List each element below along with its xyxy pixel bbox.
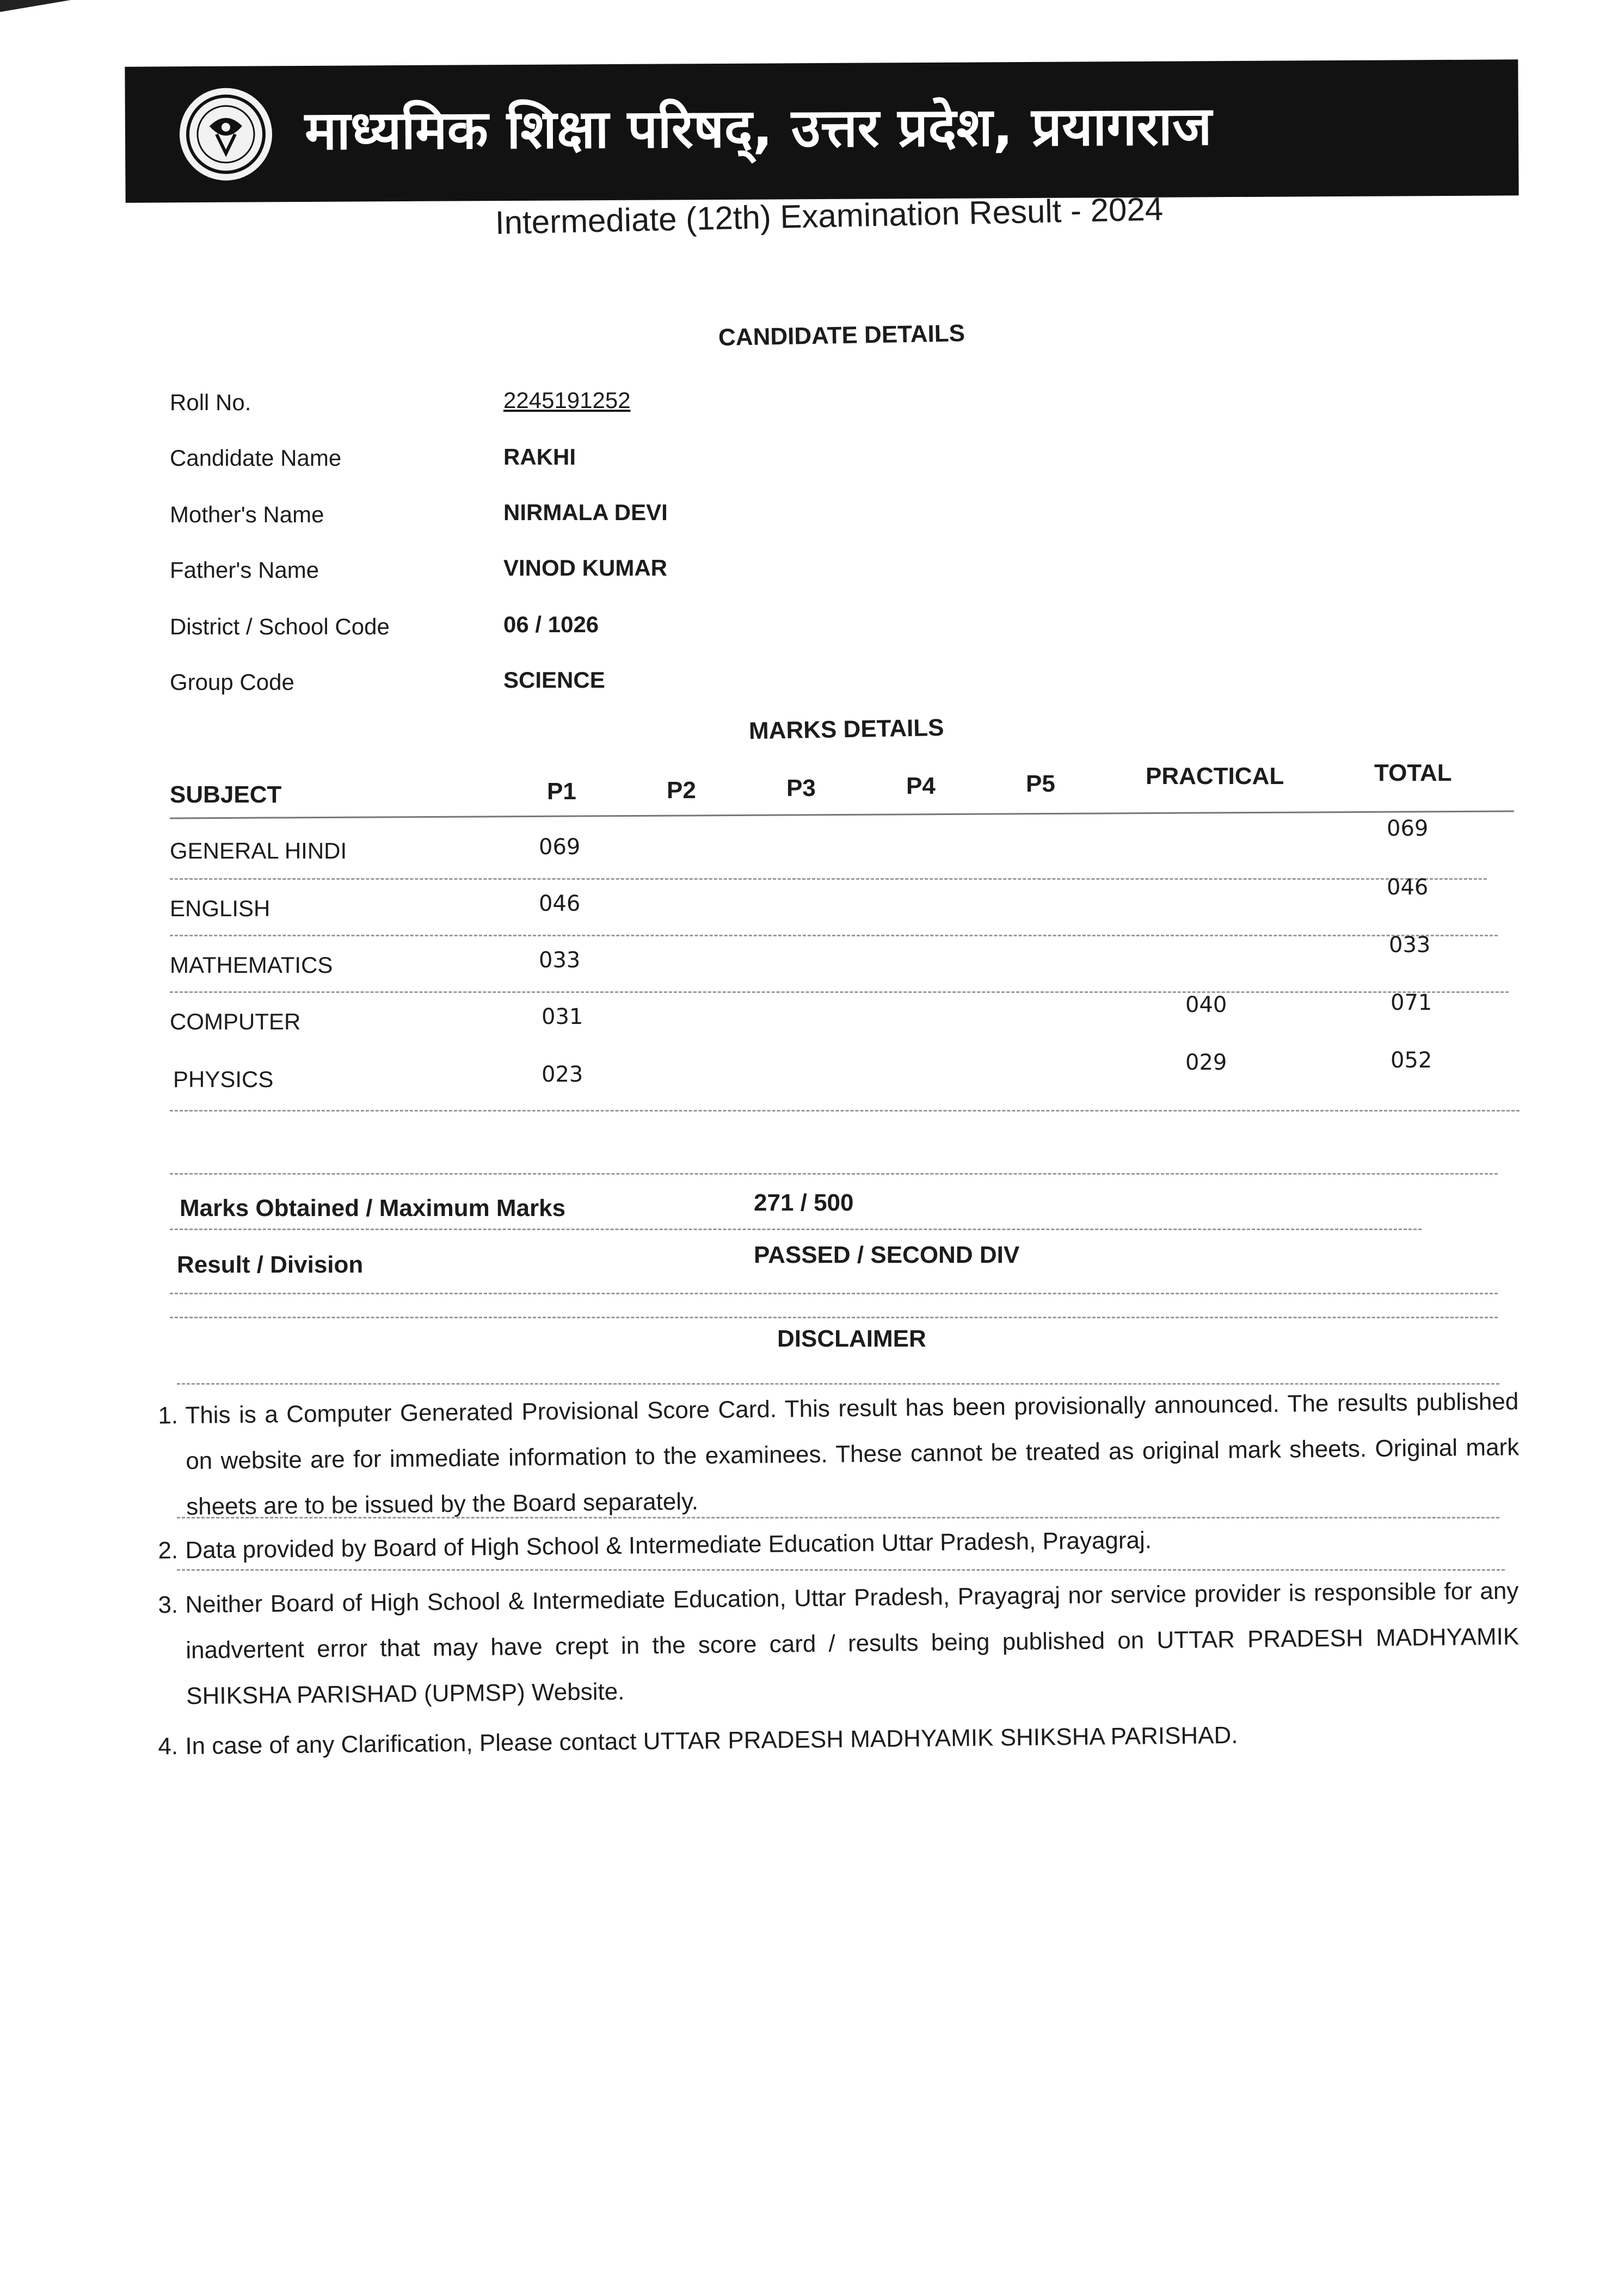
col-header-p1: P1 — [547, 778, 576, 805]
disclaimer-text: In case of any Clarification, Please contact UTTAR PRADESH MADHYAMIK SHIKSHA PARISHAD. — [185, 1721, 1238, 1760]
disclaimer-number: 4. — [158, 1733, 179, 1760]
marks-obtained-label: Marks Obtained / Maximum Marks — [180, 1195, 566, 1221]
col-header-p5: P5 — [1026, 770, 1055, 797]
total-cell: 069 — [1387, 816, 1429, 841]
col-header-p2: P2 — [667, 777, 696, 804]
fathers-name-label: Father's Name — [170, 557, 319, 583]
result-division-label: Result / Division — [177, 1251, 364, 1278]
table-header-rule — [170, 811, 1514, 819]
col-header-p3: P3 — [786, 775, 816, 801]
total-cell: 071 — [1391, 990, 1432, 1015]
disclaimer-text: Data provided by Board of High School & Intermediate Education Uttar Pradesh, Prayagraj. — [185, 1527, 1152, 1564]
col-header-practical: PRACTICAL — [1146, 763, 1284, 789]
summary-row-rule — [170, 1229, 1422, 1230]
exam-title: Intermediate (12th) Examination Result - 2024 — [495, 190, 1164, 241]
col-header-subject: SUBJECT — [170, 781, 282, 808]
scan-corner-mark — [0, 0, 71, 12]
subject-cell: COMPUTER — [170, 1009, 301, 1034]
total-cell: 052 — [1391, 1048, 1432, 1073]
fathers-name-value: VINOD KUMAR — [503, 555, 667, 581]
disclaimer-number: 3. — [158, 1591, 179, 1619]
disclaimer-item — [158, 1379, 1520, 1530]
board-logo-icon — [180, 88, 273, 181]
candidate-details-heading: CANDIDATE DETAILS — [718, 320, 965, 351]
p1-cell: 033 — [539, 948, 581, 973]
disclaimer-number: 1. — [158, 1402, 179, 1429]
marks-details-heading: MARKS DETAILS — [748, 714, 944, 745]
disclaimer-heading: DISCLAIMER — [777, 1325, 926, 1352]
practical-cell: 040 — [1185, 992, 1227, 1017]
p1-cell: 031 — [542, 1004, 583, 1029]
marks-obtained-value: 271 / 500 — [754, 1189, 854, 1216]
col-header-total: TOTAL — [1374, 760, 1452, 786]
summary-bottom-rule — [170, 1293, 1498, 1294]
subject-cell: PHYSICS — [173, 1066, 274, 1092]
disclaimer-item — [158, 1568, 1520, 1719]
disclaimer-text: This is a Computer Generated Provisional Score Card. This result has been provisionally announced. The results published on website are for immediate information to the examinees. These cannot be treated as original mark sheets. Original mark sheets are to be issued by the Board separately. — [185, 1388, 1520, 1520]
subject-cell: MATHEMATICS — [170, 952, 333, 978]
table-bottom-rule — [170, 1110, 1520, 1112]
district-school-code-value: 06 / 1026 — [503, 612, 599, 637]
district-school-code-label: District / School Code — [170, 614, 390, 639]
result-division-value: PASSED / SECOND DIV — [754, 1242, 1020, 1268]
row-divider — [170, 878, 1487, 880]
summary-top-rule — [170, 1173, 1498, 1175]
row-divider — [170, 991, 1509, 993]
p1-cell: 069 — [539, 835, 581, 860]
group-code-label: Group Code — [170, 669, 294, 695]
total-cell: 046 — [1387, 875, 1429, 900]
disclaimer-number: 2. — [158, 1537, 179, 1564]
p1-cell: 023 — [542, 1062, 583, 1087]
disclaimer-item — [158, 1709, 1519, 1769]
total-cell: 033 — [1389, 933, 1431, 958]
disclaimer-text: Neither Board of High School & Intermediate Education, Uttar Pradesh, Prayagraj nor service provider is responsible for any inadvertent error that may have crept in the score card / results being published on UTTAR PRADESH MADHYAMIK SHIKSHA PARISHAD (UPMSP) Website. — [185, 1577, 1520, 1709]
practical-cell: 029 — [1185, 1050, 1227, 1075]
roll-no-value: 2245191252 — [503, 387, 631, 413]
summary-bottom-rule-2 — [170, 1317, 1498, 1318]
row-divider — [170, 935, 1498, 936]
candidate-name-value: RAKHI — [503, 444, 576, 470]
p1-cell: 046 — [539, 891, 581, 916]
mothers-name-label: Mother's Name — [170, 502, 324, 527]
header-banner — [125, 59, 1518, 202]
candidate-name-label: Candidate Name — [170, 445, 342, 471]
board-name-hindi: माध्यमिक शिक्षा परिषद्, उत्तर प्रदेश, प्रयागराज — [304, 95, 1213, 162]
col-header-p4: P4 — [906, 773, 936, 799]
subject-cell: GENERAL HINDI — [170, 838, 347, 863]
mothers-name-value: NIRMALA DEVI — [503, 499, 668, 525]
roll-no-label: Roll No. — [170, 390, 251, 415]
group-code-value: SCIENCE — [503, 667, 605, 693]
subject-cell: ENGLISH — [170, 896, 270, 921]
